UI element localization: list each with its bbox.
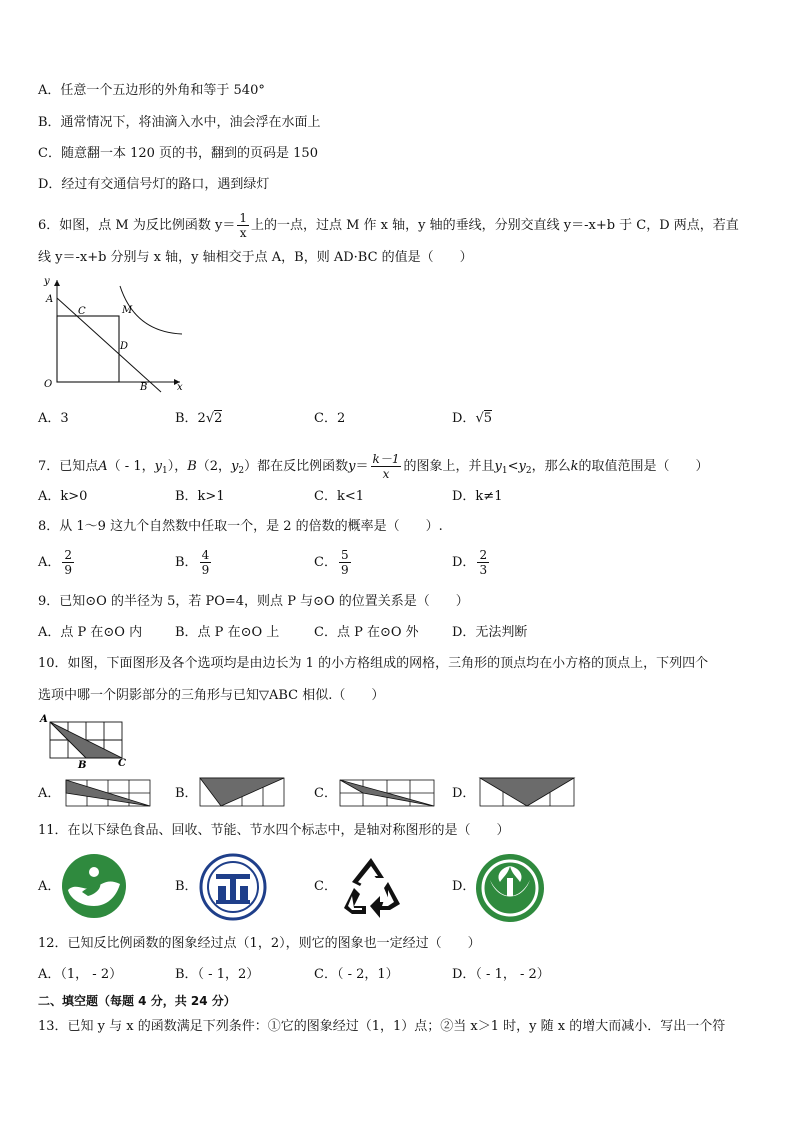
q7-sub: 2 [525, 466, 532, 476]
q10-option-c-label: C． [314, 786, 337, 801]
q7-text: 的图象上，并且 [403, 459, 495, 474]
q6-opt-b-prefix: B．2 [175, 411, 206, 426]
q8-opt-label: D． [452, 555, 476, 570]
q10-stem-line1: 10．如图，下面图形及各个选项均是由边长为 1 的小方格组成的网格，三角形的顶点均在小方格的顶点上，下列四个 [38, 656, 709, 671]
q6-frac-num: 1 [239, 211, 247, 225]
q7-option-d: D．k≠1 [452, 489, 503, 504]
q6-figure [40, 274, 190, 394]
q10-option-c-figure [338, 778, 438, 808]
q10-figure-abc [40, 712, 130, 771]
q11-option-c-label: C． [314, 879, 337, 894]
q7-text: ，那么 [531, 459, 571, 474]
q6-fraction [237, 211, 249, 240]
q9-option-d: D．无法判断 [452, 625, 528, 640]
q10-stem-line2: 选项中哪一个阴影部分的三角形与已知▽ABC 相似.（ ） [38, 688, 385, 703]
q10-option-a-figure [64, 778, 154, 808]
q10-option-b-figure [198, 776, 288, 808]
q5-option-c: C．随意翻一本 120 页的书，翻到的页码是 150 [38, 146, 318, 161]
q7-point-b: B [187, 459, 197, 474]
q7-sub: 2 [238, 466, 245, 476]
q7-text: 7．已知点 [38, 459, 99, 474]
q6-label-b: B [140, 382, 148, 393]
q8-num: 2 [64, 548, 73, 562]
q12-option-d: D．（ - 1， - 2） [452, 967, 550, 982]
q6-label-x: x [177, 382, 183, 393]
q8-stem: 8．从 1～9 这九个自然数中任取一个，是 2 的倍数的概率是（ ）. [38, 519, 443, 534]
q7-y: y [231, 459, 239, 474]
q6-label-y: y [44, 276, 50, 287]
q6-label-a: A [46, 294, 54, 305]
q9-option-b: B．点 P 在⊙O 上 [175, 625, 280, 640]
q5-option-d: D．经过有交通信号灯的路口，遇到绿灯 [38, 177, 270, 192]
q11-option-a-label: A． [38, 879, 61, 894]
water-saving-logo-icon [474, 852, 546, 924]
q6-opt-b-radicand: 2 [214, 411, 223, 426]
q6-option-d [452, 410, 492, 428]
q7-y: y [494, 459, 502, 474]
green-food-logo-icon [60, 852, 128, 920]
q7-text: ）都在反比例函数 [244, 459, 349, 474]
q6-label-o: O [44, 379, 53, 390]
q7-fraction [371, 452, 402, 481]
section-heading: 二、填空题（每题 4 分，共 24 分） [38, 994, 236, 1008]
q11-option-d-label: D． [452, 879, 476, 894]
q8-den: 9 [340, 563, 349, 577]
q7-k: k [570, 459, 579, 474]
q6-opt-d-prefix: D． [452, 411, 476, 426]
q7-sub: 1 [161, 466, 168, 476]
q9-stem: 9．已知⊙O 的半径为 5，若 PO=4，则点 P 与⊙O 的位置关系是（ ） [38, 594, 469, 609]
q8-opt-fraction [200, 548, 212, 577]
q8-opt-fraction [339, 548, 351, 577]
q6-stem-line2: 线 y＝-x+b 分别与 x 轴，y 轴相交于点 A，B，则 AD·BC 的值是（ ） [38, 250, 473, 265]
q8-option-c [314, 548, 353, 577]
q7-sub: 1 [501, 466, 508, 476]
q7-y: y [154, 459, 162, 474]
q6-option-a: A．3 [38, 411, 69, 426]
q7-text: ）， [167, 459, 188, 474]
q10-label-c: C [118, 758, 126, 769]
q8-num: 5 [340, 548, 349, 562]
q6-stem-line1 [38, 211, 739, 240]
q12-option-b: B．（ - 1，2） [175, 967, 260, 982]
q7-option-a: A．k>0 [38, 489, 88, 504]
sqrt-icon: √ [475, 411, 484, 426]
q8-option-b [175, 548, 213, 577]
q10-option-b-label: B． [175, 786, 198, 801]
q13-stem: 13．已知 y 与 x 的函数满足下列条件：①它的图象经过（1，1）点；②当 x＞1 时，y 随 x 的增大而减小．写出一个符 [38, 1019, 726, 1034]
q10-option-d-label: D． [452, 786, 476, 801]
q7-option-b: B．k>1 [175, 489, 225, 504]
q7-text: 的取值范围是（ ） [578, 459, 709, 474]
q10-option-d-figure [478, 776, 578, 808]
q7-y: y [518, 459, 526, 474]
q6-label-d: D [120, 341, 129, 352]
q7-option-c: C．k<1 [314, 489, 364, 504]
q7-frac-num: k－1 [372, 452, 400, 466]
q12-stem: 12．已知反比例函数的图象经过点（1，2），则它的图象也一定经过（ ） [38, 936, 481, 951]
q6-opt-d-radicand: 5 [483, 411, 493, 426]
q7-point-a: A [98, 459, 108, 474]
q6-text-a: 6．如图，点 M 为反比例函数 y＝ [38, 218, 236, 233]
q8-den: 9 [201, 563, 210, 577]
q7-frac-den: x [371, 466, 402, 481]
q7-text: （ - 1， [107, 459, 155, 474]
q11-option-b-label: B． [175, 879, 198, 894]
q9-option-a: A．点 P 在⊙O 内 [38, 625, 143, 640]
sqrt-icon: √ [205, 411, 215, 426]
q9-option-c: C．点 P 在⊙O 外 [314, 625, 419, 640]
q8-den: 9 [64, 563, 73, 577]
q8-option-a [38, 548, 76, 577]
q8-num: 4 [201, 548, 210, 562]
q8-opt-fraction [477, 548, 489, 577]
q8-num: 2 [479, 548, 488, 562]
q7-cmp: < [507, 459, 519, 474]
recycle-badge-logo-icon [198, 852, 268, 922]
q12-option-c: C．（ - 2，1） [314, 967, 399, 982]
q11-stem: 11．在以下绿色食品、回收、节能、节水四个标志中，是轴对称图形的是（ ） [38, 823, 510, 838]
q6-frac-den: x [237, 225, 249, 240]
q5-option-a: A．任意一个五边形的外角和等于 540° [38, 83, 265, 98]
q6-option-c: C．2 [314, 411, 346, 426]
q10-label-b: B [78, 760, 87, 771]
q7-stem [38, 452, 709, 481]
q6-text-b: 上的一点，过点 M 作 x 轴，y 轴的垂线，分别交直线 y＝-x+b 于 C，D 两点，若直 [250, 218, 739, 233]
q8-opt-fraction [62, 548, 74, 577]
q8-opt-label: A． [38, 555, 61, 570]
q8-den: 3 [479, 563, 488, 577]
q10-option-a-label: A． [38, 786, 61, 801]
q7-text: （2， [196, 459, 232, 474]
q8-opt-label: B． [175, 555, 198, 570]
q6-option-b [175, 410, 222, 428]
q7-y: y [348, 459, 356, 474]
q12-option-a: A．（1， - 2） [38, 967, 123, 982]
q6-label-m: M [122, 305, 133, 316]
q8-opt-label: C． [314, 555, 337, 570]
q6-label-c: C [78, 306, 86, 317]
q5-option-b: B．通常情况下，将油滴入水中，油会浮在水面上 [38, 115, 321, 130]
q7-eq: ＝ [355, 459, 369, 474]
recycle-icon [336, 852, 406, 922]
q10-label-a: A [40, 714, 48, 725]
q8-option-d [452, 548, 491, 577]
